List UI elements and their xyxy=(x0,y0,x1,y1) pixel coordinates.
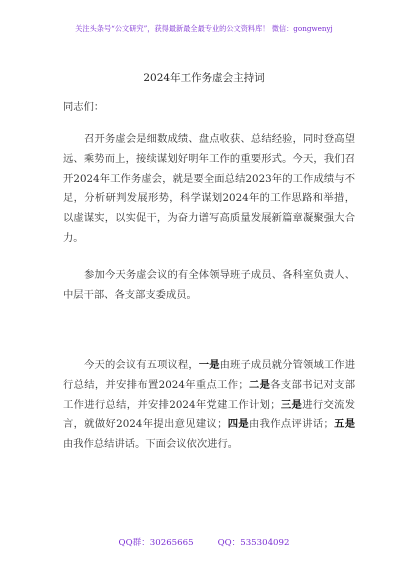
agenda-item-4-text: 由我作点评讲话； xyxy=(249,418,334,431)
agenda-item-1-label: 一是 xyxy=(198,359,220,371)
paragraph-attendees xyxy=(63,266,355,306)
agenda-item-1-text: 由班子成员就分管领域工作进行总结，并安排布置2024年重点工作； xyxy=(63,359,356,391)
paragraph-opening-text: 召开务虚会是细数成绩、盘点收获、总结经验，同时登高望远、乘势而上，接续谋划好明年工作的重要形式。今天，我们召开2024年工作务虚会，就是要全面总结2023年的工作成绩与不足，分析研判发展形势，科学谋划2024年的工作思路和举措，以虚谋实，以实促干，为奋力谱写高质量发展新篇章凝聚强大合力。 xyxy=(63,133,355,244)
agenda-item-3-label: 三是 xyxy=(280,398,303,411)
footer-qq: QQ：535304092 xyxy=(217,538,290,548)
document-title: 2024年工作务虚会主持词 xyxy=(143,72,265,84)
agenda-item-4-label: 四是 xyxy=(227,418,250,431)
agenda-item-2-text: 各支部书记对支部工作进行总结，并安排2024年党建工作计划； xyxy=(63,378,356,411)
agenda-item-2-label: 二是 xyxy=(248,378,271,391)
agenda-intro: 今天的会议有五项议程， xyxy=(84,359,199,371)
agenda-item-3-text: 进行交流发言，就做好2024年提出意见建议； xyxy=(63,398,356,431)
header-banner: 关注头条号“公文研究”，获得最新最全最专业的公文资料库！ 微信：gongwenyj xyxy=(75,24,333,33)
footer-qq-group: QQ群：30265665 xyxy=(118,538,194,548)
paragraph-opening xyxy=(63,130,355,249)
footer-contact xyxy=(0,536,408,548)
agenda-item-5-text: 由我作总结讲话。下面会议依次进行。 xyxy=(63,438,239,451)
agenda-item-5-label: 五是 xyxy=(333,418,356,431)
paragraph-agenda xyxy=(63,356,355,455)
paragraph-attendees-text: 参加今天务虚会议的有全体领导班子成员、各科室负责人、中层干部、各支部支委成员。 xyxy=(63,269,355,301)
salutation: 同志们： xyxy=(63,101,105,113)
